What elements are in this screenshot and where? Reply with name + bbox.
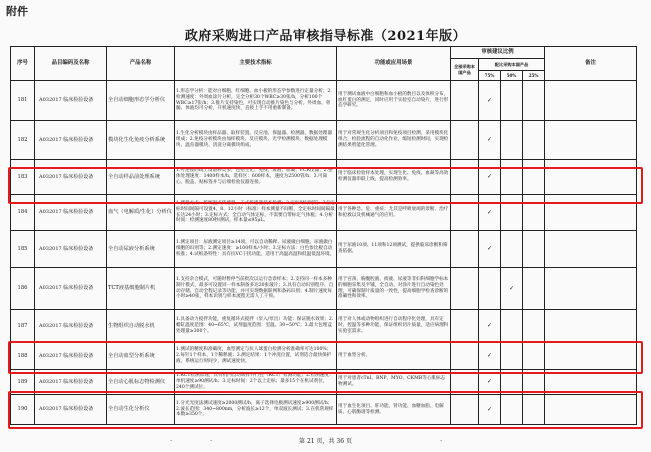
col-75: 75%: [479, 71, 501, 81]
row-seq: 186: [11, 268, 35, 310]
row-remark: [545, 310, 637, 343]
row-50: [501, 395, 523, 425]
row-function: 用于尿液10项、11项和12项测试，提供临床诊断和筛查依据。: [337, 231, 451, 268]
row-75: ✓: [479, 195, 501, 231]
row-function: 用于测试血液中白细胞和血小板的数目以及体积分布，血红蛋白的测定，同时应用于实验室自动染片，进行形态学研究。: [337, 81, 451, 121]
col-item-code-name: 品目编码及名称: [35, 47, 107, 81]
row-item-code: A032017 临床检验设备: [35, 195, 107, 231]
row-25: [523, 160, 545, 195]
table-row: [11, 195, 637, 231]
row-main-tech: 1.形态学分析：能对白细胞、红细胞、血小板的形态学参数进行定量分析；2.检测速度：外周血涂片分析，完全分析30个WBC≥30张/h，分析100个WBC≥17张/h；3.推片支持染色，可实现自动推片染色与分析。外周血、骨髓、体液均可分析，开机速度快，直接上手不用重新制备。: [175, 81, 337, 121]
row-seq: 183: [11, 160, 35, 195]
row-25: [523, 231, 545, 268]
col-product-name: 产品名称: [107, 47, 175, 81]
row-remark: [545, 231, 637, 268]
row-50: [501, 81, 523, 121]
row-seq: 181: [11, 81, 35, 121]
row-25: [523, 343, 545, 370]
row-75: ✓: [479, 343, 501, 370]
row-function: 用于各种急、危、重症；尤其是呼吸衰竭的诊断、治疗和抢救以及机械通气的应用。: [337, 195, 451, 231]
row-main-tech: 1.分光光度法测试速度≥2000测试/h，离子选择电极测试速度≥900测试/h；2.波长范围：340~800nm，分析波长≥12个，单双波长测试；3.在机常规样本数≥350个。: [175, 395, 337, 425]
row-main-tech: 1.生化分析模块由样品器、取样装置、反应池、保温器、检测器、数据处理器组成；2.免疫分析模块由加样模块、反应模块、光学检测模块、数据处理模块、温育器模块、清洗分离模块组成。: [175, 121, 337, 160]
row-75: ✓: [479, 160, 501, 195]
row-item-code: A032017 临床检验设备: [35, 121, 107, 160]
col-main-tech: 主要技术指标: [175, 47, 337, 81]
row-product-name: 全自动血型分析系统: [107, 343, 175, 370]
row-function: 用于临床检验样本处理，实现生化、免疫、血凝等高效检测仪器串联上线，提高检测效率。: [337, 160, 451, 195]
row-main-tech: 1.测试的精度和准确度，血型测定与抗人球蛋白检测分析准确率可达100%；2.每针1个样本、1个稀释液；3.测定结果：1个冲洗位置，试剂适合最快保护液，系统运行时间少，测试速度快。: [175, 343, 337, 370]
attachment-label: 附件: [6, 5, 28, 18]
row-25: [523, 121, 545, 160]
table-row: [11, 343, 637, 370]
row-item-code: A032017 临床检验设备: [35, 231, 107, 268]
row-product-name: 生物组织自动脱水机: [107, 310, 175, 343]
row-75: ✓: [479, 395, 501, 425]
row-remark: [545, 370, 637, 395]
row-main-tech: 1.测量方式：传统湿式传感器、干式传感器技术检测；2.定标时间间隔：2点定标时间间隔可设置4、8、12小时（标准）样本测量不间断，全定标时间间隔最长达24小时；3.定标方式：全自动气体定标，不需要自带标定气体瓶；4.分析时间：检测速度80秒/测试，样本量≤95μL。: [175, 195, 337, 231]
row-product-name: 全自动尿液分析系统: [107, 231, 175, 268]
row-main-tech: 1.测定项目：尿液测定项目≥14项，可以自动稀释、尿液做白细胞、尿液做白细胞的识别等；2.测定速度：≥100样本/小时；3.定标方法：白色参比板自动校准；4.试纸条特性：具有抗VC干扰功能，适用于高温高湿和低温低湿环境。: [175, 231, 337, 268]
row-all-domestic: [451, 81, 479, 121]
row-50: [501, 160, 523, 195]
row-all-domestic: [451, 121, 479, 160]
row-item-code: A032017 临床检验设备: [35, 268, 107, 310]
row-function: 用于血型分析。: [337, 343, 451, 370]
col-seq: 序号: [11, 47, 35, 81]
scan-dot: ·: [440, 437, 443, 445]
row-function: 用于对常规生化分析项目和免疫项目检测，采用模块化组合，检验流程的自动化作业，缩短检测时间，实现检测结果智能化管理。: [337, 121, 451, 160]
row-function: 用于宫颈、胸腹腔液、痰液、尿液等非妇科细胞学标本的细胞采集及平铺，全自动、对涂片进行自动染色处理，可确保制片质量的一致性，提高细胞学检查诊断的准确性和效率。: [337, 268, 451, 310]
row-75: ✓: [479, 370, 501, 395]
row-all-domestic: [451, 268, 479, 310]
row-all-domestic: [451, 395, 479, 425]
row-50: [501, 231, 523, 268]
row-25: [523, 310, 545, 343]
col-25: 25%: [523, 71, 545, 81]
document-title: 政府采购进口产品审核指导标准（2021年版）: [184, 29, 467, 44]
row-all-domestic: [451, 195, 479, 231]
row-25: [523, 268, 545, 310]
row-all-domestic: [451, 160, 479, 195]
row-50: [501, 370, 523, 395]
table-row: [11, 81, 637, 121]
row-75: [479, 268, 501, 310]
row-function: 用于对人体或动物组织进行自动程序化处理，具有定时、控温等多种功能，保证组织切片质量，适应病理科实验室需求。: [337, 310, 451, 343]
scan-dot: ·: [170, 437, 173, 445]
col-remark: 备注: [545, 47, 637, 81]
table-row: [11, 231, 637, 268]
table-row: [11, 121, 637, 160]
row-50: [501, 343, 523, 370]
row-25: [523, 81, 545, 121]
row-50: [501, 121, 523, 160]
table-row: [11, 395, 637, 425]
row-50: [501, 195, 523, 231]
row-remark: [545, 395, 637, 425]
row-50: [501, 310, 523, 343]
row-item-code: A032017 临床检验设备: [35, 370, 107, 395]
row-product-name: 全自动生化分析仪: [107, 395, 175, 425]
row-remark: [545, 81, 637, 121]
row-item-code: A032017 临床检验设备: [35, 395, 107, 425]
row-seq: 190: [11, 395, 35, 425]
row-remark: [545, 160, 637, 195]
row-seq: 189: [11, 370, 35, 395]
table-body: [11, 81, 637, 425]
table-row: [11, 310, 637, 343]
row-function: 用于对患者cTnI、BNP、MYO、CKMB等心肌标志物测试。: [337, 370, 451, 395]
table-row: [11, 268, 637, 310]
row-remark: [545, 121, 637, 160]
scan-dot: ·: [210, 437, 213, 445]
standards-table: [10, 46, 637, 425]
row-seq: 185: [11, 231, 35, 268]
row-item-code: A032017 临床检验设备: [35, 310, 107, 343]
col-all-domestic: 全部采购本国产品: [451, 59, 479, 81]
row-seq: 187: [11, 310, 35, 343]
row-75: ✓: [479, 231, 501, 268]
row-main-tech: 1.具备动力搅拌功能，重复循环式搅拌（泵入/泵出）功能；保证脱水效果；2.蜡缸温度范围：40~65℃，试剂温度范围：室温、30~50℃；3.最大包埋盒处理量≥300个。: [175, 310, 337, 343]
row-seq: 188: [11, 343, 35, 370]
page-footer: 第 21 页，共 36 页: [299, 438, 352, 445]
row-product-name: 模块化生化免疫分析系统: [107, 121, 175, 160]
row-75: ✓: [479, 310, 501, 343]
table-row: [11, 370, 637, 395]
row-product-name: 血气（电解质/生化）分析仪: [107, 195, 175, 231]
row-all-domestic: [451, 343, 479, 370]
row-75: ✓: [479, 121, 501, 160]
row-all-domestic: [451, 231, 479, 268]
row-remark: [545, 195, 637, 231]
row-all-domestic: [451, 370, 479, 395]
row-item-code: A032017 临床检验设备: [35, 160, 107, 195]
row-item-code: A032017 临床检验设备: [35, 81, 107, 121]
row-main-tech: 1.支持杂合模式，可随时暂停当前批次以运行急诊样本；2.支持同一样本多种制片模式，最多可设置同一样本制备多达20张玻片；3.具有自动识别程序、自动存储、自动全程记录等功能，并可实现数据联网和条码识别；4.制片速度每小时≥40张，样本识别与样本流程无需人工干预。: [175, 268, 337, 310]
row-product-name: 全自动细胞形态学分析仪: [107, 81, 175, 121]
row-product-name: TCT液基细胞制片机: [107, 268, 175, 310]
col-review-group: 审核建议比例: [451, 47, 545, 59]
row-remark: [545, 268, 637, 310]
row-25: [523, 195, 545, 231]
row-seq: 184: [11, 195, 35, 231]
row-25: [523, 370, 545, 395]
row-product-name: 全自动样品前处理系统: [107, 160, 175, 195]
row-all-domestic: [451, 310, 479, 343]
row-item-code: A032017 临床检验设备: [35, 343, 107, 370]
row-remark: [545, 343, 637, 370]
row-50: ✓: [501, 268, 523, 310]
col-config-ratio: 配比采购本国产品: [479, 59, 545, 71]
row-main-tech: 1.可连接的线上设备种类多，包括生化、免疫、血液、血凝、PCR仪器；2.整体处理速度：1400样本/h，选样区：600样本，速度为2500管/h；3.可离心、脱盖、贴标签并与后端检验仪器连接。: [175, 160, 337, 195]
row-main-tech: 1.RCT检测原理，具有机内自动吸样并行控（RCT）检测功能；2.检测速度：单机速度≥90测试/h；3.定标时间：2个以上定标；最多15个在机试剂位，240个测试位。: [175, 370, 337, 395]
row-75: ✓: [479, 81, 501, 121]
row-seq: 182: [11, 121, 35, 160]
row-25: [523, 395, 545, 425]
table-row: [11, 160, 637, 195]
col-50: 50%: [501, 71, 523, 81]
col-function: 功能或应用场景: [337, 47, 451, 81]
row-function: 用于血生化项目、肝功能、肾功能、血糖血脂、电解质、心肌酶谱等检测。: [337, 395, 451, 425]
row-product-name: 全自动心肌标志物检测仪: [107, 370, 175, 395]
